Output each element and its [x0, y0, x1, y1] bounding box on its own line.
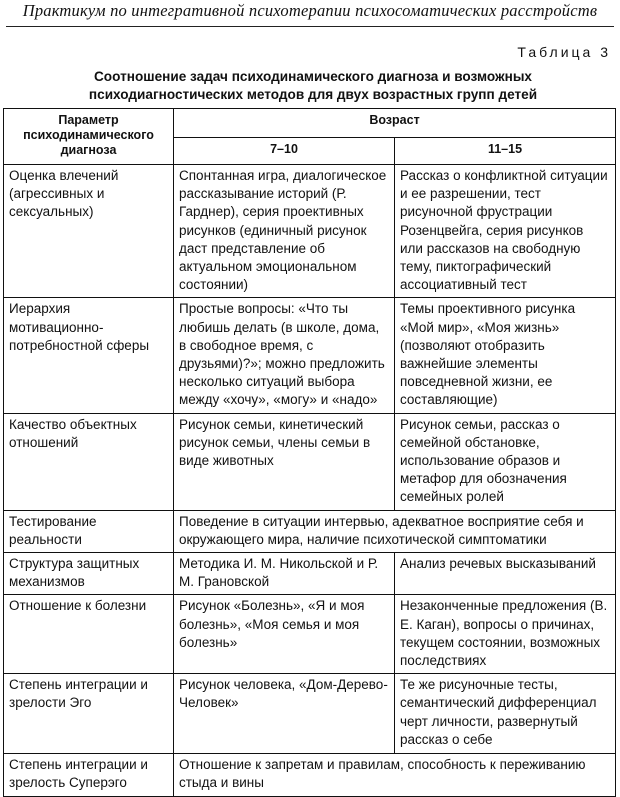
- age-11-15-cell: Рассказ о конфликтной ситуации и ее разрешении, тест рисуночной фрустрации Розенцвейга, серия рисунков или рассказов на свободную тему, пиктографический ассоциативный тест: [395, 165, 616, 298]
- methods-table: [3, 108, 616, 797]
- table-caption: Соотношение задач психодинамического диагноза и возможных психодиагностических методов для двух возрастных групп детей: [88, 69, 538, 102]
- param-cell: Тестирование реальности: [4, 510, 174, 552]
- merged-age-cell: Поведение в ситуации интервью, адекватное восприятие себя и окружающего мира, наличие психотической симптоматики: [174, 510, 616, 552]
- age-7-10-cell: Простые вопросы: «Что ты любишь делать (в школе, дома, в свободное время, с друзьями)?»; можно предложить несколько ситуаций выбора между «хочу», «могу» и «надо»: [174, 298, 395, 413]
- table-row: [4, 754, 616, 796]
- age-11-15-header: 11–15: [395, 138, 616, 165]
- table-row: [4, 165, 616, 298]
- table-row: [4, 298, 616, 413]
- table-row: [4, 510, 616, 552]
- age-7-10-cell: Методика И. М. Никольской и Р. М. Грановской: [174, 553, 395, 595]
- age-11-15-cell: Темы проективного рисунка «Мой мир», «Моя жизнь» (позволяют отобразить важнейшие элементы повседневной жизни, ее составляющие): [395, 298, 616, 413]
- age-11-15-cell: Анализ речевых высказываний: [395, 553, 616, 595]
- age-11-15-cell: Незаконченные предложения (В. Е. Каган), вопросы о причинах, текущем состоянии, возможных последствиях: [395, 595, 616, 674]
- table-label: Таблица 3: [517, 44, 611, 60]
- age-7-10-cell: Рисунок семьи, кинетический рисунок семьи, члены семьи в виде животных: [174, 413, 395, 510]
- param-cell: Степень интеграции и зрелости Эго: [4, 674, 174, 754]
- merged-age-cell: Отношение к запретам и правилам, способность к переживанию стыда и вины: [174, 754, 616, 796]
- age-11-15-cell: Рисунок семьи, рассказ о семейной обстановке, использование образов и метафор для обозначения семейных ролей: [395, 413, 616, 510]
- header-row: [4, 109, 616, 138]
- param-cell: Отношение к болезни: [4, 595, 174, 674]
- age-column-header: Возраст: [174, 109, 616, 138]
- table-row: [4, 553, 616, 595]
- age-7-10-cell: Спонтанная игра, диалогическое рассказывание историй (Р. Гарднер), серия проективных рисунков (единичный рисунок даст представление об актуальном эмоциональном состоянии): [174, 165, 395, 298]
- param-cell: Иерархия мотивационно-потребностной сферы: [4, 298, 174, 413]
- param-cell: Качество объектных отношений: [4, 413, 174, 510]
- param-cell: Структура защитных механизмов: [4, 553, 174, 595]
- table-row: [4, 674, 616, 754]
- param-cell: Степень интеграции и зрелость Суперэго: [4, 754, 174, 796]
- age-7-10-header: 7–10: [174, 138, 395, 165]
- age-11-15-cell: Те же рисуночные тесты, семантический дифференциал черт личности, развернутый рассказ о себе: [395, 674, 616, 754]
- table-row: [4, 413, 616, 510]
- age-7-10-cell: Рисунок человека, «Дом-Дерево-Человек»: [174, 674, 395, 754]
- param-cell: Оценка влечений (агрессивных и сексуальных): [4, 165, 174, 298]
- running-head: Практикум по интегративной психотерапии психосоматических расстройств: [6, 0, 614, 27]
- param-column-header: Параметр психодинамического диагноза: [4, 109, 174, 165]
- age-7-10-cell: Рисунок «Болезнь», «Я и моя болезнь», «Моя семья и моя болезнь»: [174, 595, 395, 674]
- table-row: [4, 595, 616, 674]
